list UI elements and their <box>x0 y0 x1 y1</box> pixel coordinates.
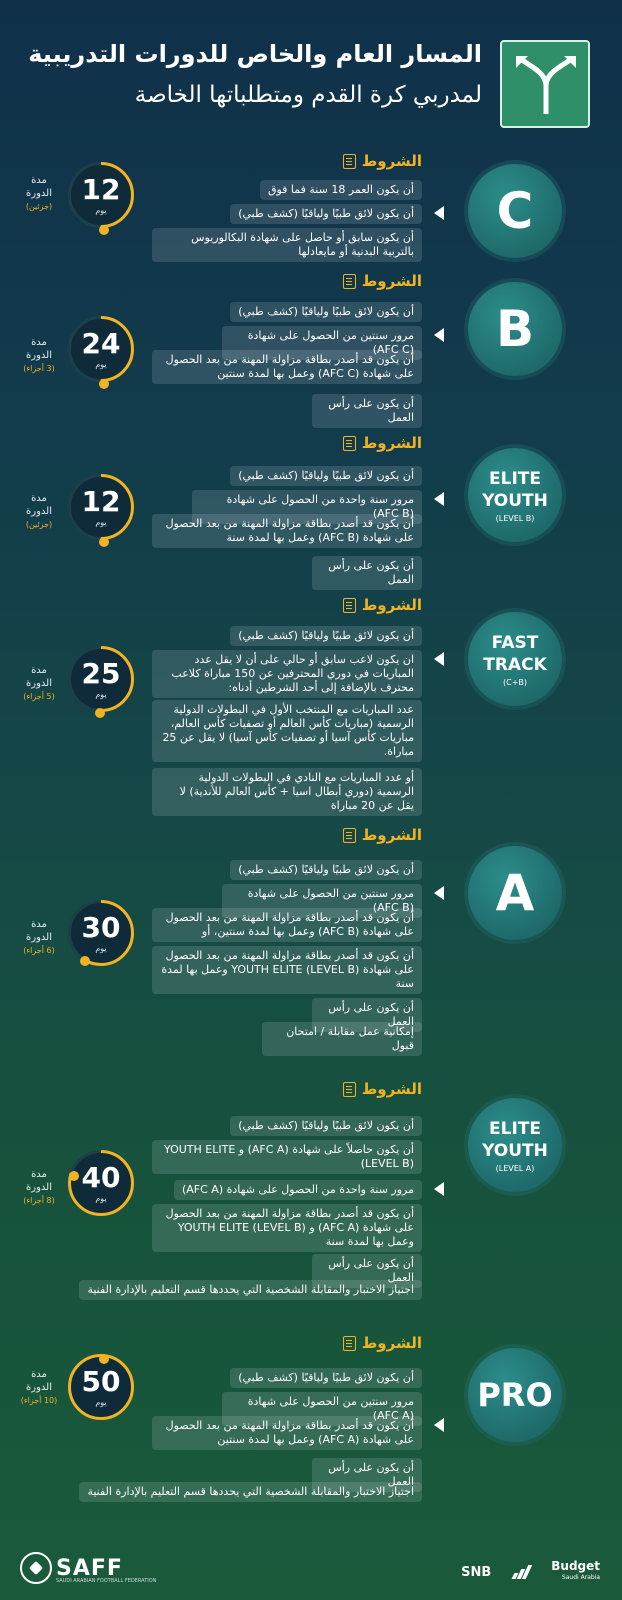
day-unit: يوم <box>95 943 107 953</box>
duration-days: 25 <box>81 656 121 690</box>
condition-item: مرور سنة واحدة من الحصول على شهادة (AFC B) <box>192 490 422 524</box>
conditions-heading: الشروط <box>343 1334 422 1352</box>
duration-days: 40 <box>81 1160 121 1194</box>
level-badge: A <box>468 846 562 940</box>
condition-item: اجتياز الاختبار والمقابلة الشخصية التي يحددها قسم التعليم بالإدارة الفنية <box>79 1482 422 1502</box>
day-unit: يوم <box>95 1193 107 1203</box>
ring-end-dot <box>99 1354 109 1364</box>
duration-label: مدة الدورة (جزئين) <box>25 493 53 529</box>
condition-item: أن يكون على رأس العمل <box>312 394 422 428</box>
condition-item: أن يكون لائق طبيًا ولياقيًا (كشف طبي) <box>230 860 422 880</box>
duration-days: 24 <box>81 326 121 360</box>
condition-item: أن يكون على رأس العمل <box>312 556 422 590</box>
condition-item: أن يكون لائق طبيًا ولياقيًا (كشف طبي) <box>230 1368 422 1388</box>
condition-item: أن يكون العمر 18 سنة فما فوق <box>260 180 422 200</box>
snb-logo: SNB <box>461 1564 492 1580</box>
conditions-heading: الشروط <box>343 826 422 844</box>
duration-ring <box>68 646 134 712</box>
condition-item: أن يكون قد أصدر بطاقة مزاولة المهنة من بعد الحصول على شهادة YOUTH ELITE (LEVEL B) وعمل بها لمدة سنة <box>152 946 422 994</box>
duration-label: مدة الدورة (5 أجزاء) <box>23 665 55 701</box>
pointer-arrow-icon <box>434 1418 444 1432</box>
level-badge: FAST TRACK (C+B) <box>468 612 562 706</box>
duration-ring <box>68 474 134 540</box>
condition-item: أن يكون لائق طبيًا ولياقيًا (كشف طبي) <box>230 626 422 646</box>
ring-end-dot <box>99 379 109 389</box>
duration-ring <box>68 316 134 382</box>
header <box>0 28 622 138</box>
duration-label: مدة الدورة (6 أجزاء) <box>23 919 55 955</box>
document-icon <box>343 436 356 451</box>
condition-item: مرور سنة واحدة من الحصول على شهادة (AFC A) <box>174 1180 422 1200</box>
page-subtitle: لمدربي كرة القدم ومتطلباتها الخاصة <box>134 82 482 108</box>
sponsors <box>461 1560 600 1584</box>
condition-item: أن يكون على رأس العمل <box>312 998 422 1032</box>
day-unit: يوم <box>95 359 107 369</box>
path-logo <box>500 40 590 128</box>
condition-item: مرور سنتين من الحصول على شهادة (AFC C) <box>222 326 422 360</box>
pointer-arrow-icon <box>434 492 444 506</box>
ring-end-dot <box>95 708 105 718</box>
condition-item: أن يكون لائق طبيًا ولياقيًا (كشف طبي) <box>230 204 422 224</box>
pointer-arrow-icon <box>434 328 444 342</box>
adidas-logo <box>511 1565 531 1579</box>
document-icon <box>343 154 356 169</box>
pointer-arrow-icon <box>434 886 444 900</box>
condition-item: أن يكون قد أصدر بطاقة مزاولة المهنة من بعد الحصول على شهادة (AFC B) وعمل بها لمدة سنة <box>152 514 422 548</box>
footer <box>0 1548 622 1600</box>
duration-days: 12 <box>81 172 121 206</box>
level-badge: C <box>468 164 562 258</box>
page-title: المسار العام والخاص للدورات التدريبية <box>28 40 482 68</box>
saff-ball-icon <box>20 1552 52 1584</box>
day-unit: يوم <box>95 689 107 699</box>
conditions-heading: الشروط <box>343 434 422 452</box>
level-badge: B <box>468 282 562 376</box>
duration-ring <box>68 162 134 228</box>
condition-item: إمكانية عمل مقابلة / امتحان قبول <box>262 1022 422 1056</box>
conditions-heading: الشروط <box>343 152 422 170</box>
condition-item: أن يكون لائق طبيًا ولياقيًا (كشف طبي) <box>230 466 422 486</box>
duration-days: 30 <box>81 910 121 944</box>
document-icon <box>343 274 356 289</box>
day-unit: يوم <box>95 205 107 215</box>
condition-item: أن يكون لائق طبيًا ولياقيًا (كشف طبي) <box>230 302 422 322</box>
pointer-arrow-icon <box>434 652 444 666</box>
document-icon <box>343 828 356 843</box>
document-icon <box>343 1082 356 1097</box>
duration-label: مدة الدورة (8 أجزاء) <box>23 1169 55 1205</box>
duration-label: مدة الدورة (10 أجزاء) <box>20 1369 58 1405</box>
budget-logo: Budget Saudi Arabia <box>551 1559 600 1581</box>
condition-item: أن يكون لائق طبيًا ولياقيًا (كشف طبي) <box>230 1116 422 1136</box>
conditions-heading: الشروط <box>343 596 422 614</box>
condition-item: أن يكون قد أصدر بطاقة مزاولة المهنة من بعد الحصول على شهادة (AFC A) و YOUTH ELITE (LEVEL B) وعمل بها لمدة سنة <box>152 1204 422 1252</box>
split-arrow-icon <box>512 52 580 116</box>
duration-days: 12 <box>81 484 121 518</box>
pointer-arrow-icon <box>434 1182 444 1196</box>
level-badge: ELITE YOUTH (LEVEL B) <box>468 448 562 542</box>
condition-item: أو عدد المباريات مع النادي في البطولات الدولية الرسمية (دوري أبطال اسيا + كأس العالم للأندية) لا يقل عن 20 مباراة <box>152 768 422 816</box>
day-unit: يوم <box>95 517 107 527</box>
duration-ring <box>68 1150 134 1216</box>
level-badge: PRO <box>468 1348 562 1442</box>
condition-item: أن يكون على رأس العمل <box>312 1254 422 1288</box>
duration-label: مدة الدورة (جزئين) <box>25 175 53 211</box>
conditions-heading: الشروط <box>343 1080 422 1098</box>
condition-item: أن يكون حاصلاً على شهادة (AFC A) و YOUTH ELITE (LEVEL B) <box>152 1140 422 1174</box>
condition-item: أن يكون قد أصدر بطاقة مزاولة المهنة من بعد الحصول على شهادة (AFC B) وعمل بها لمدة سنتين، أو <box>152 908 422 942</box>
condition-item: أن يكون قد أصدر بطاقة مزاولة المهنة من بعد الحصول على شهادة (AFC C) وعمل بها لمدة سنتين <box>152 350 422 384</box>
condition-item: أن يكون على رأس العمل <box>312 1458 422 1492</box>
ring-end-dot <box>99 225 109 235</box>
condition-item: ان يكون لاعب سابق أو حالي على أن لا يقل عدد المباريات في دوري المحترفين عن 150 مباراة كلاعب محترف بالإضافة إلى أحد الشرطين أدناه: <box>152 650 422 698</box>
condition-item: عدد المباريات مع المنتخب الأول في البطولات الدولية الرسمية (مباريات كأس العالم أو تصفيات كأس العالم، مباريات كأس آسيا أو تصفيات كأس آسيا) لا يقل عن 25 مباراة. <box>152 700 422 762</box>
saff-subtitle: SAUDI ARABIAN FOOTBALL FEDERATION <box>56 1578 157 1584</box>
duration-ring <box>68 1354 134 1420</box>
duration-ring <box>68 900 134 966</box>
level-badge: ELITE YOUTH (LEVEL A) <box>468 1098 562 1192</box>
condition-item: مرور سنتين من الحصول على شهادة (AFC A) <box>222 1392 422 1426</box>
document-icon <box>343 598 356 613</box>
duration-days: 50 <box>81 1364 121 1398</box>
condition-item: مرور سنتين من الحصول على شهادة (AFC B) <box>222 884 422 918</box>
day-unit: يوم <box>95 1397 107 1407</box>
ring-end-dot <box>99 537 109 547</box>
condition-item: أن يكون سابق أو حاصل على شهادة البكالوريوس بالتربية البدنية أو مايعادلها <box>152 228 422 262</box>
saff-text: SAFF <box>56 1555 123 1581</box>
duration-label: مدة الدورة (3 أجزاء) <box>23 337 55 373</box>
document-icon <box>343 1336 356 1351</box>
conditions-heading: الشروط <box>343 272 422 290</box>
condition-item: اجتياز الاختبار والمقابلة الشخصية التي يحددها قسم التعليم بالإدارة الفنية <box>79 1280 422 1300</box>
condition-item: أن يكون قد أصدر بطاقة مزاولة المهنة من بعد الحصول على شهادة (AFC A) وعمل بها لمدة سنتين <box>152 1416 422 1450</box>
pointer-arrow-icon <box>434 206 444 220</box>
